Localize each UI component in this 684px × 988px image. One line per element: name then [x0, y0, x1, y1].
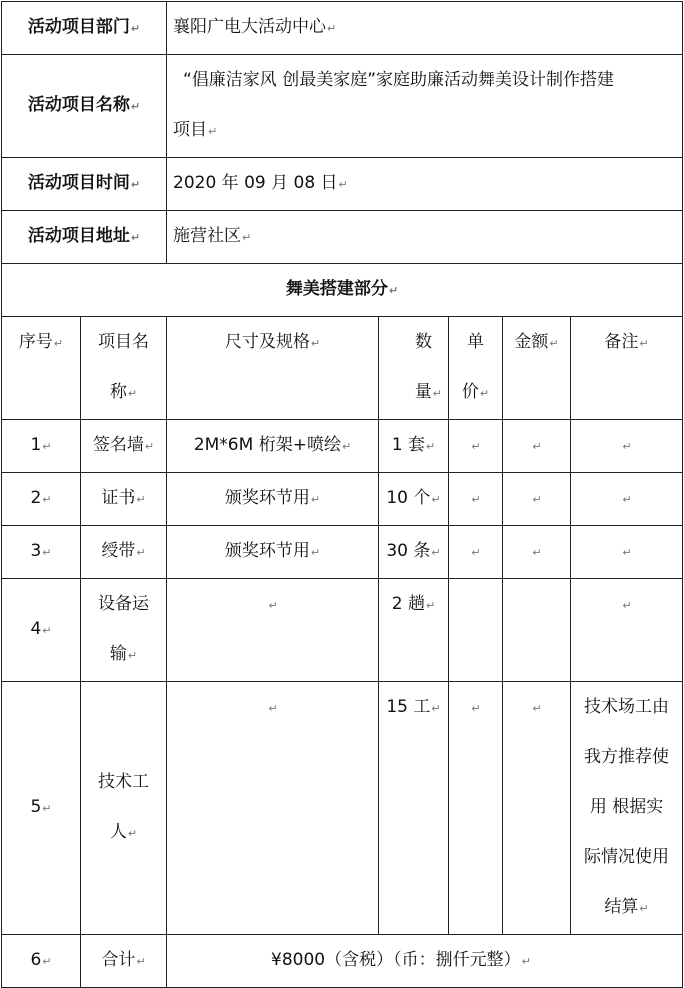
total-value: ¥8000（含税）（币：捌仟元整）↵: [167, 935, 683, 988]
row-note: ↵: [571, 526, 683, 579]
section-title-row: [2, 264, 683, 317]
table-row: [2, 526, 683, 579]
row-name: 绶带↵: [81, 526, 167, 579]
info-row-department: [2, 2, 683, 55]
row-unit-price: ↵: [449, 682, 503, 935]
date-label: 活动项目时间↵: [2, 158, 167, 211]
row-spec: 2M*6M 桁架+喷绘↵: [167, 420, 379, 473]
header-no: 序号↵: [2, 317, 81, 420]
header-unit-price: 单 价↵: [449, 317, 503, 420]
row-note: ↵: [571, 420, 683, 473]
row-qty: 2 趟↵: [379, 579, 449, 682]
row-qty: 1 套↵: [379, 420, 449, 473]
row-qty: 15 工↵: [379, 682, 449, 935]
info-row-date: [2, 158, 683, 211]
row-qty: 30 条↵: [379, 526, 449, 579]
table-row: [2, 682, 683, 935]
section-title: 舞美搭建部分↵: [2, 264, 683, 317]
row-spec: 颁奖环节用↵: [167, 526, 379, 579]
row-name: 技术工 人↵: [81, 682, 167, 935]
row-no: 4↵: [2, 579, 81, 682]
row-amount: [503, 579, 571, 682]
project-name-label: 活动项目名称↵: [2, 55, 167, 158]
department-label: 活动项目部门↵: [2, 2, 167, 55]
table-row: [2, 579, 683, 682]
row-unit-price: [449, 579, 503, 682]
row-no: 5↵: [2, 682, 81, 935]
header-note: 备注↵: [571, 317, 683, 420]
row-spec: 颁奖环节用↵: [167, 473, 379, 526]
info-row-project-name: [2, 55, 683, 158]
row-note: 技术场工由 我方推荐使 用 根据实 际情况使用 结算↵: [571, 682, 683, 935]
row-unit-price: ↵: [449, 420, 503, 473]
header-amount: 金额↵: [503, 317, 571, 420]
row-note: ↵: [571, 579, 683, 682]
row-amount: ↵: [503, 473, 571, 526]
address-label: 活动项目地址↵: [2, 211, 167, 264]
row-amount: ↵: [503, 526, 571, 579]
total-label: 合计↵: [81, 935, 167, 988]
date-value: 2020 年 09 月 08 日↵: [167, 158, 683, 211]
header-qty: 数 量↵: [379, 317, 449, 420]
project-name-line2: 项目: [173, 120, 207, 140]
row-no: 3↵: [2, 526, 81, 579]
row-unit-price: ↵: [449, 473, 503, 526]
header-name: 项目名 称↵: [81, 317, 167, 420]
project-name-line1: “倡廉洁家风 创最美家庭”家庭助廉活动舞美设计制作搭建: [183, 70, 615, 90]
row-spec: ↵: [167, 579, 379, 682]
total-no: 6↵: [2, 935, 81, 988]
row-note: ↵: [571, 473, 683, 526]
total-row: [2, 935, 683, 988]
column-header-row: [2, 317, 683, 420]
row-no: 2↵: [2, 473, 81, 526]
row-no: 1↵: [2, 420, 81, 473]
row-amount: ↵: [503, 682, 571, 935]
row-unit-price: ↵: [449, 526, 503, 579]
table-row: [2, 473, 683, 526]
row-qty: 10 个↵: [379, 473, 449, 526]
table-row: [2, 420, 683, 473]
quotation-table: [1, 1, 683, 988]
row-name: 签名墙↵: [81, 420, 167, 473]
department-value: 襄阳广电大活动中心↵: [167, 2, 683, 55]
row-spec: ↵: [167, 682, 379, 935]
row-amount: ↵: [503, 420, 571, 473]
address-value: 施营社区↵: [167, 211, 683, 264]
info-row-address: [2, 211, 683, 264]
row-name: 证书↵: [81, 473, 167, 526]
project-name-value: “倡廉洁家风 创最美家庭”家庭助廉活动舞美设计制作搭建 项目↵: [167, 55, 683, 158]
row-name: 设备运 输↵: [81, 579, 167, 682]
header-spec: 尺寸及规格↵: [167, 317, 379, 420]
